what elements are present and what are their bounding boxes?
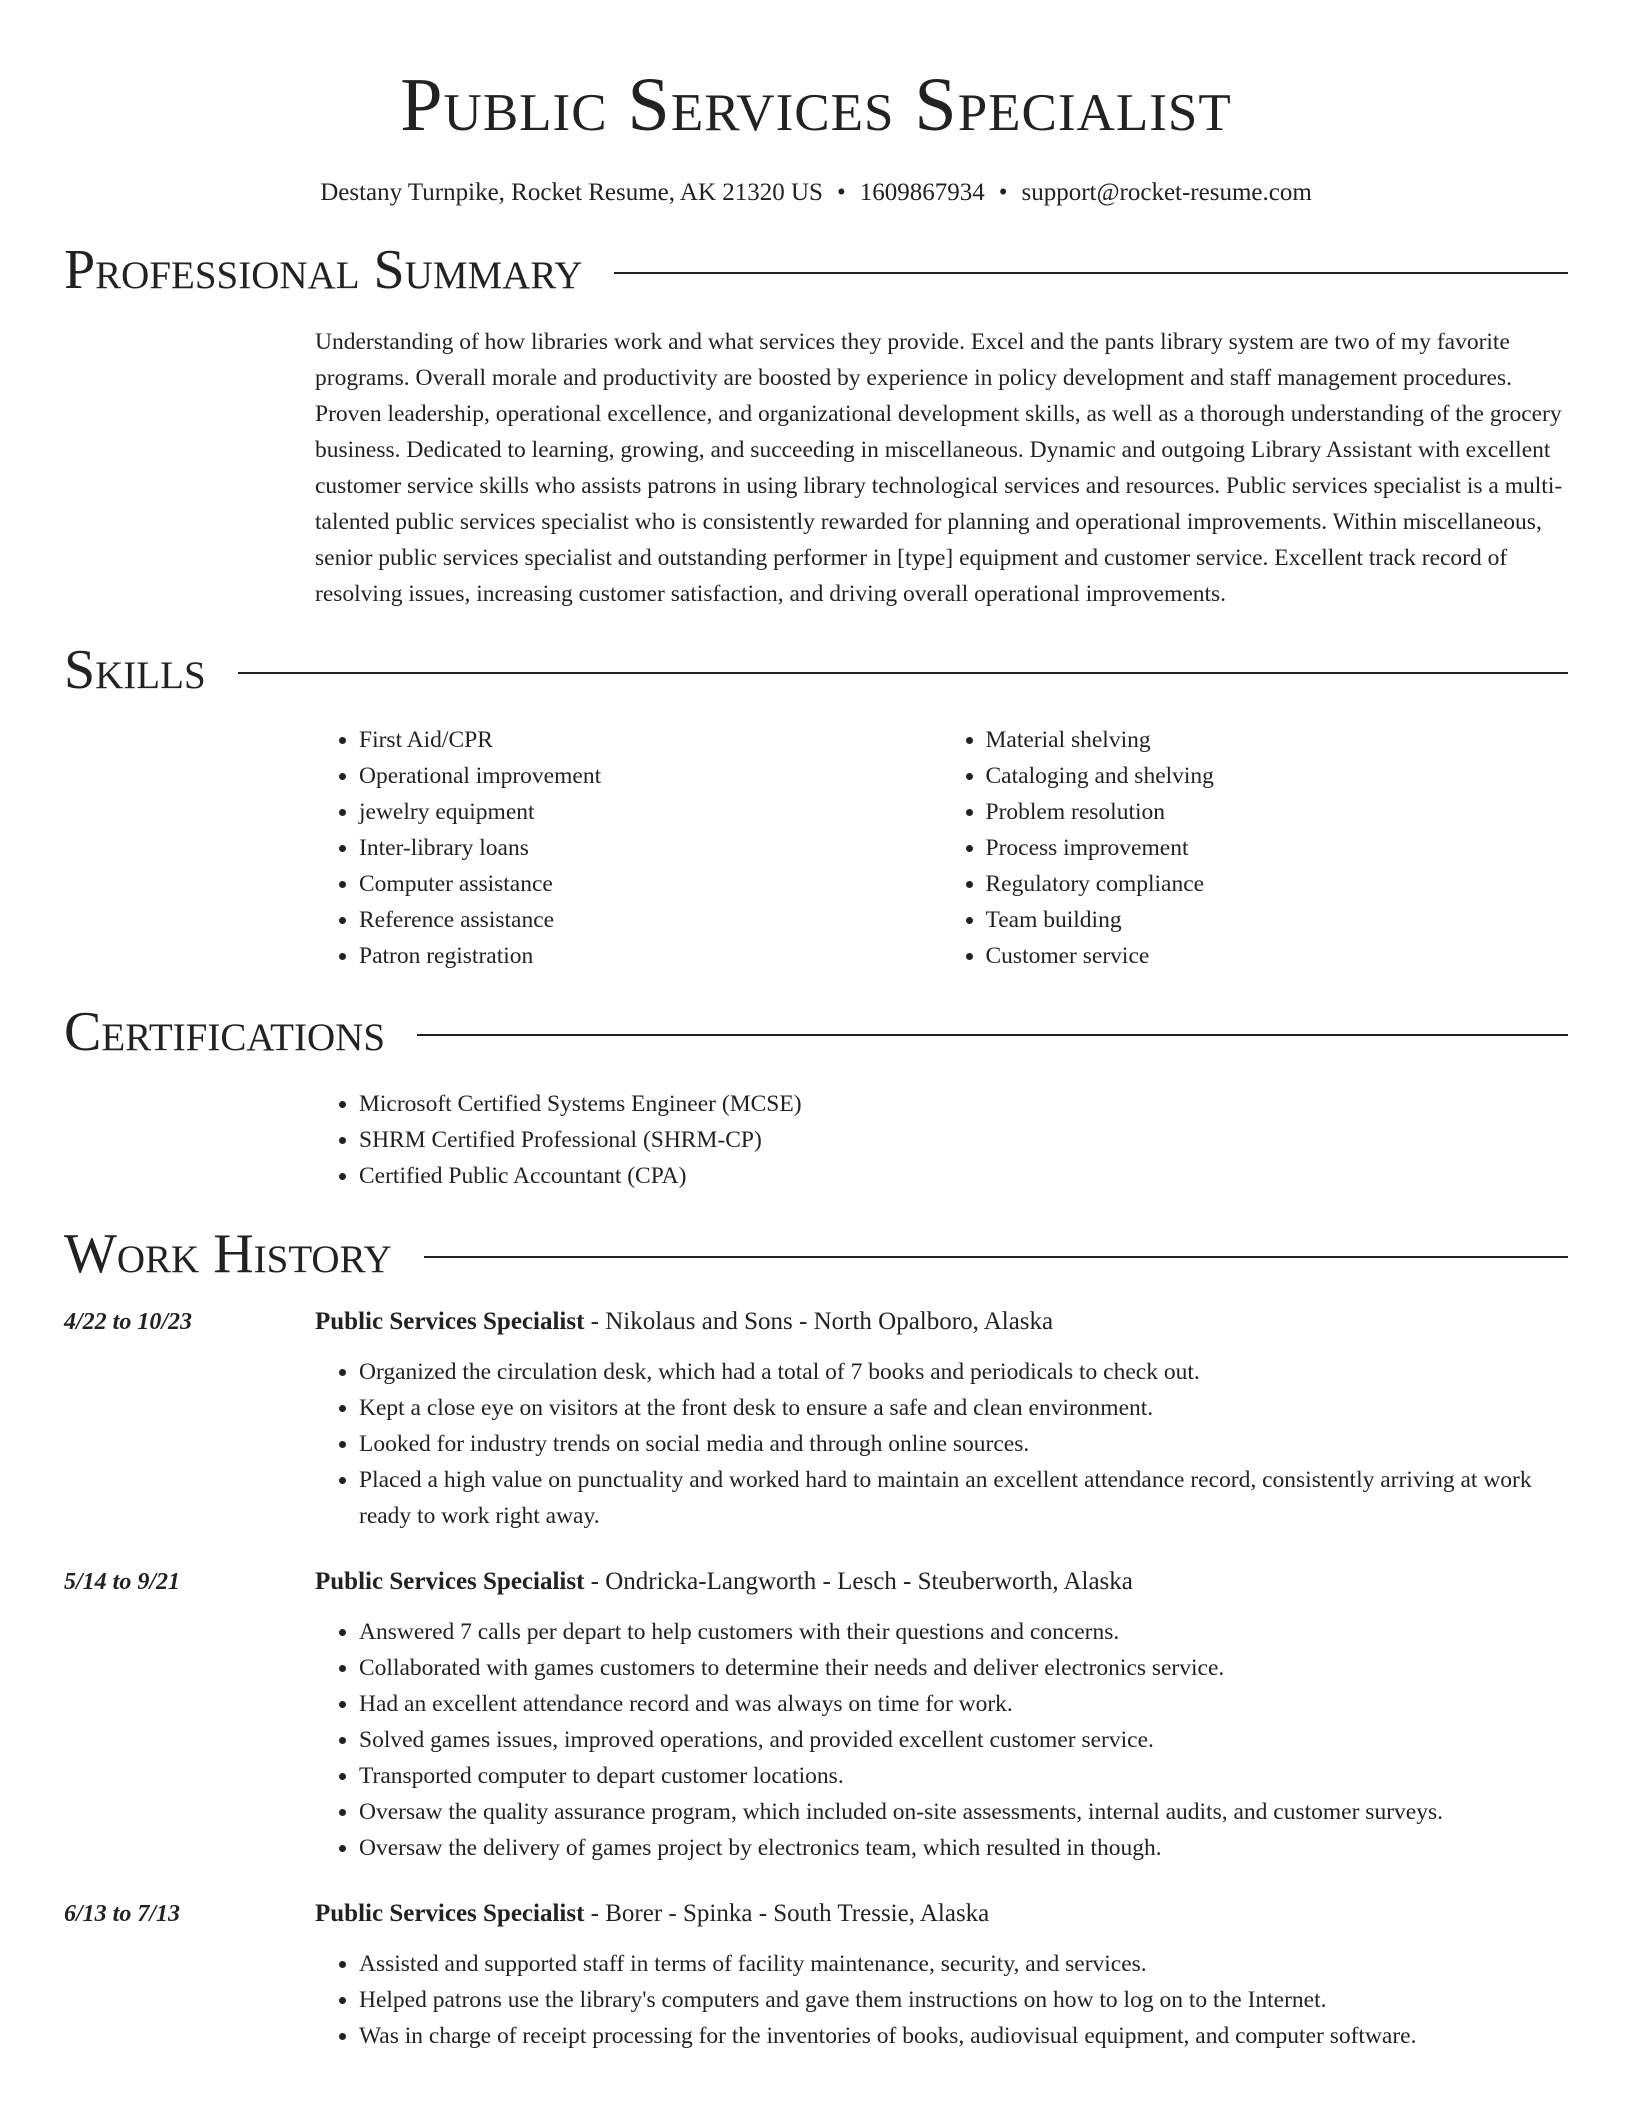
job-bullet: • Answered 7 calls per depart to help customers with their questions and concerns.	[359, 1614, 1568, 1650]
job-bullet: • Placed a high value on punctuality and worked hard to maintain an excellent attendance record, consistently arriving at work ready to work right away.	[359, 1462, 1568, 1534]
job-employer: - Borer - Spinka - South Tressie, Alaska	[584, 1900, 990, 1927]
job-dates: 6/13 to 7/13	[64, 1901, 181, 1927]
job-dates: 4/22 to 10/23	[64, 1309, 193, 1335]
contact-phone: 1609867934	[859, 179, 985, 206]
job-bullet: • Oversaw the quality assurance program, which included on-site assessments, internal audits, and customer surveys.	[359, 1794, 1568, 1830]
section-divider	[238, 672, 1568, 674]
job-bullet: • Transported computer to depart customer locations.	[359, 1758, 1568, 1794]
summary-heading: Professional Summary	[64, 239, 583, 301]
certifications-block	[315, 1086, 1568, 1194]
skill-item: • Inter-library loans	[359, 830, 942, 866]
job-entry	[64, 1896, 1568, 2054]
skill-item: • Team building	[986, 902, 1569, 938]
job-details	[315, 1304, 1568, 1534]
job-title-line	[315, 1564, 1568, 1600]
skills-heading-row	[64, 638, 1568, 702]
certifications-list	[315, 1086, 1568, 1194]
skill-item: • Problem resolution	[986, 794, 1569, 830]
skill-item: • Regulatory compliance	[986, 866, 1569, 902]
job-employer: - Ondricka-Langworth - Lesch - Steuberworth, Alaska	[584, 1568, 1133, 1595]
job-details	[315, 1564, 1568, 1866]
job-title: Public Services Specialist	[315, 1568, 585, 1595]
job-employer: - Nikolaus and Sons - North Opalboro, Alaska	[584, 1308, 1054, 1335]
job-title-line	[315, 1304, 1568, 1340]
skill-item: • Reference assistance	[359, 902, 942, 938]
job-bullet: • Looked for industry trends on social media and through online sources.	[359, 1426, 1568, 1462]
summary-heading-row	[64, 238, 1568, 302]
job-bullet: • Had an excellent attendance record and was always on time for work.	[359, 1686, 1568, 1722]
job-title: Public Services Specialist	[315, 1900, 585, 1927]
job-bullet: • Solved games issues, improved operations, and provided excellent customer service.	[359, 1722, 1568, 1758]
skill-item: • Patron registration	[359, 938, 942, 974]
skills-columns	[315, 722, 1568, 974]
job-bullet: • Kept a close eye on visitors at the front desk to ensure a safe and clean environment.	[359, 1390, 1568, 1426]
job-entry	[64, 1564, 1568, 1866]
job-details	[315, 1896, 1568, 2054]
skill-item: • First Aid/CPR	[359, 722, 942, 758]
job-entry	[64, 1304, 1568, 1534]
certifications-heading-row	[64, 1000, 1568, 1064]
job-bullet: • Helped patrons use the library's computers and gave them instructions on how to log on to the Internet.	[359, 1982, 1568, 2018]
work-heading-row	[64, 1222, 1568, 1286]
skill-item: • Computer assistance	[359, 866, 942, 902]
job-bullet: • Organized the circulation desk, which had a total of 7 books and periodicals to check out.	[359, 1354, 1568, 1390]
section-divider	[424, 1256, 1568, 1258]
job-bullet: • Was in charge of receipt processing for the inventories of books, audiovisual equipment, and computer software.	[359, 2018, 1568, 2054]
skill-item: • Customer service	[986, 938, 1569, 974]
summary-text: Understanding of how libraries work and what services they provide. Excel and the pants library system are two of my favorite programs. Overall morale and productivity are boosted by experience in policy development and staff management procedures. Proven leadership, operational excellence, and organizational development skills, as well as a thorough understanding of the grocery business. Dedicated to learning, growing, and succeeding in miscellaneous. Dynamic and outgoing Library Assistant with excellent customer service skills who assists patrons in using library technological services and resources. Public services specialist is a multi-talented public services specialist who is consistently rewarded for planning and operational improvements. Within miscellaneous, senior public services specialist and outstanding performer in [type] equipment and customer service. Excellent track record of resolving issues, increasing customer satisfaction, and driving overall operational improvements.	[315, 329, 1563, 607]
job-bullet: • Oversaw the delivery of games project by electronics team, which resulted in though.	[359, 1830, 1568, 1866]
contact-separator: •	[836, 179, 846, 206]
skills-list-left	[315, 722, 942, 974]
skills-heading: Skills	[64, 639, 206, 701]
skill-item: • Operational improvement	[359, 758, 942, 794]
contact-line	[64, 178, 1568, 208]
section-divider	[614, 272, 1568, 274]
skill-item: • Material shelving	[986, 722, 1569, 758]
job-bullet: • Assisted and supported staff in terms of facility maintenance, security, and services.	[359, 1946, 1568, 1982]
contact-separator: •	[998, 179, 1008, 206]
certification-item: • Certified Public Accountant (CPA)	[359, 1158, 1568, 1194]
contact-address: Destany Turnpike, Rocket Resume, AK 21320 US	[320, 179, 823, 206]
job-dates: 5/14 to 9/21	[64, 1569, 181, 1595]
job-bullet: • Collaborated with games customers to determine their needs and deliver electronics service.	[359, 1650, 1568, 1686]
skill-item: • Cataloging and shelving	[986, 758, 1569, 794]
resume-title: Public Services Specialist	[400, 63, 1232, 147]
job-bullets	[315, 1614, 1568, 1866]
contact-email: support@rocket-resume.com	[1021, 179, 1312, 206]
skills-list-right	[942, 722, 1569, 974]
skill-item: • Process improvement	[986, 830, 1569, 866]
resume-page	[64, 0, 1568, 2054]
certifications-heading: Certifications	[64, 1001, 386, 1063]
skill-item: • jewelry equipment	[359, 794, 942, 830]
job-title-line	[315, 1896, 1568, 1932]
job-bullets	[315, 1946, 1568, 2054]
certification-item: • SHRM Certified Professional (SHRM-CP)	[359, 1122, 1568, 1158]
section-divider	[417, 1034, 1568, 1036]
work-heading: Work History	[64, 1223, 392, 1285]
job-title: Public Services Specialist	[315, 1308, 585, 1335]
job-bullets	[315, 1354, 1568, 1534]
certification-item: • Microsoft Certified Systems Engineer (MCSE)	[359, 1086, 1568, 1122]
